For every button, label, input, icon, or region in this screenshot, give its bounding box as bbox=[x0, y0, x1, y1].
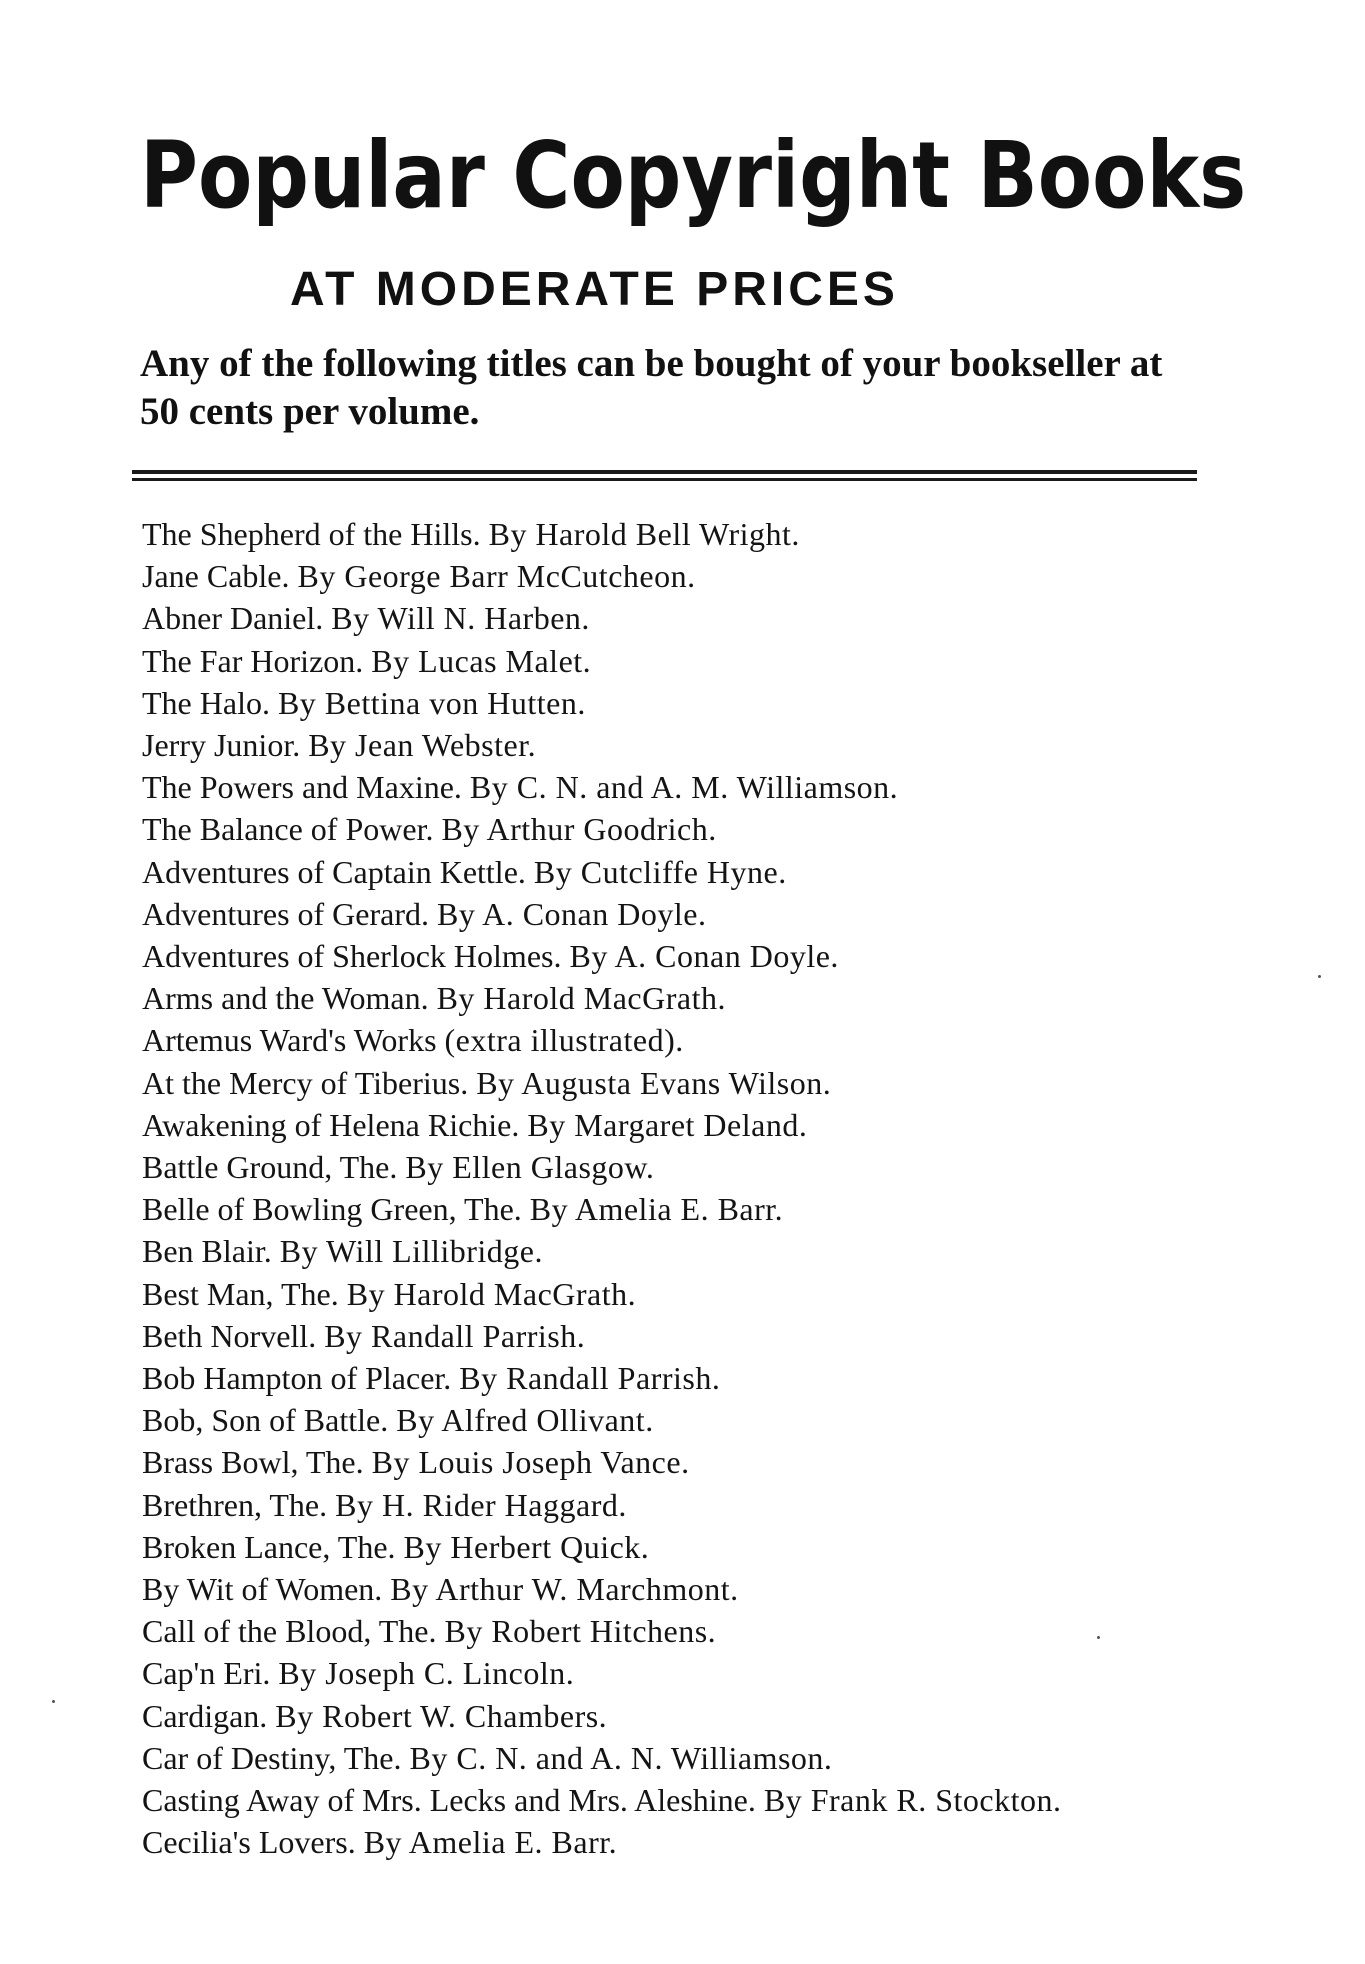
book-title: The Balance of Power. bbox=[142, 811, 434, 848]
book-author: By Arthur Goodrich. bbox=[441, 811, 717, 848]
page-title: Popular Copyright Books bbox=[140, 122, 1247, 229]
book-author: By Herbert Quick. bbox=[403, 1528, 650, 1565]
book-author: By Frank R. Stockton. bbox=[763, 1782, 1062, 1819]
book-entry bbox=[142, 808, 1202, 850]
book-author: (extra illustrated). bbox=[444, 1022, 684, 1059]
book-entry bbox=[142, 555, 1202, 597]
book-entry bbox=[142, 1652, 1202, 1694]
book-title: Casting Away of Mrs. Lecks and Mrs. Aleshine. bbox=[142, 1782, 756, 1819]
book-author: By A. Conan Doyle. bbox=[437, 895, 707, 932]
book-author: By A. Conan Doyle. bbox=[569, 938, 839, 975]
book-entry bbox=[142, 1821, 1202, 1863]
book-title: Bob, Son of Battle. bbox=[142, 1402, 389, 1439]
book-title: Arms and the Woman. bbox=[142, 980, 429, 1017]
book-entry bbox=[142, 513, 1202, 555]
book-title: Cap'n Eri. bbox=[142, 1655, 271, 1692]
book-author: By Amelia E. Barr. bbox=[529, 1191, 784, 1228]
book-entry bbox=[142, 1357, 1202, 1399]
book-author: By Cutcliffe Hyne. bbox=[533, 853, 787, 890]
book-author: By Harold MacGrath. bbox=[346, 1275, 637, 1312]
book-title: The Far Horizon. bbox=[142, 642, 364, 679]
book-title: The Halo. bbox=[142, 684, 270, 721]
book-title: Broken Lance, The. bbox=[142, 1528, 396, 1565]
book-entry bbox=[142, 724, 1202, 766]
book-entry bbox=[142, 1104, 1202, 1146]
book-entry bbox=[142, 640, 1202, 682]
book-author: By Amelia E. Barr. bbox=[363, 1824, 618, 1861]
book-entry bbox=[142, 1568, 1202, 1610]
book-title: Bob Hampton of Placer. bbox=[142, 1360, 452, 1397]
divider-rule-top bbox=[132, 470, 1197, 474]
book-title: Cardigan. bbox=[142, 1697, 268, 1734]
book-title: Brass Bowl, The. bbox=[142, 1444, 364, 1481]
book-entry bbox=[142, 1779, 1202, 1821]
book-title: Artemus Ward's Works bbox=[142, 1022, 437, 1059]
book-entry bbox=[142, 977, 1202, 1019]
book-title: Battle Ground, The. bbox=[142, 1149, 398, 1186]
book-entry bbox=[142, 1273, 1202, 1315]
book-title: Belle of Bowling Green, The. bbox=[142, 1191, 522, 1228]
book-author: By Harold Bell Wright. bbox=[488, 516, 800, 552]
book-entry bbox=[142, 1188, 1202, 1230]
book-entry bbox=[142, 1695, 1202, 1737]
book-author: By Margaret Deland. bbox=[527, 1106, 808, 1143]
book-title: Call of the Blood, The. bbox=[142, 1613, 437, 1650]
book-author: By Robert Hitchens. bbox=[444, 1613, 717, 1650]
book-entry bbox=[142, 1484, 1202, 1526]
print-speck bbox=[52, 1700, 55, 1703]
book-entry bbox=[142, 851, 1202, 893]
book-title: The Powers and Maxine. bbox=[142, 769, 462, 806]
book-author: By C. N. and A. N. Williamson. bbox=[409, 1739, 833, 1776]
book-entry bbox=[142, 1315, 1202, 1357]
book-author: By Randall Parrish. bbox=[459, 1360, 721, 1397]
book-entry bbox=[142, 1230, 1202, 1272]
book-title: At the Mercy of Tiberius. bbox=[142, 1064, 469, 1101]
page-subtitle: AT MODERATE PRICES bbox=[290, 263, 899, 316]
book-entry bbox=[142, 1146, 1202, 1188]
book-entry bbox=[142, 1737, 1202, 1779]
book-author: By Bettina von Hutten. bbox=[277, 684, 586, 721]
book-entry bbox=[142, 1399, 1202, 1441]
book-author: By Robert W. Chambers. bbox=[275, 1697, 608, 1734]
book-entry bbox=[142, 766, 1202, 808]
book-title: Beth Norvell. bbox=[142, 1317, 317, 1354]
book-author: By Randall Parrish. bbox=[324, 1317, 586, 1354]
book-author: By Harold MacGrath. bbox=[436, 980, 726, 1017]
book-list bbox=[142, 513, 1202, 1864]
book-title: Ben Blair. bbox=[142, 1233, 272, 1270]
book-title: Cecilia's Lovers. bbox=[142, 1824, 356, 1861]
book-author: By H. Rider Haggard. bbox=[335, 1486, 627, 1523]
book-title: Adventures of Captain Kettle. bbox=[142, 853, 526, 890]
book-author: By Lucas Malet. bbox=[371, 642, 592, 679]
print-speck bbox=[1318, 975, 1321, 978]
book-entry bbox=[142, 1610, 1202, 1652]
book-title: The Shepherd of the Hills. bbox=[142, 516, 481, 552]
print-speck bbox=[1097, 1636, 1100, 1639]
book-author: By Ellen Glasgow. bbox=[405, 1149, 655, 1186]
book-author: By Will Lillibridge. bbox=[279, 1233, 543, 1270]
book-author: By George Barr McCutcheon. bbox=[297, 558, 696, 595]
book-title: By Wit of Women. bbox=[142, 1571, 383, 1608]
book-author: By Alfred Ollivant. bbox=[396, 1402, 654, 1439]
book-author: By Augusta Evans Wilson. bbox=[476, 1064, 832, 1101]
book-title: Jane Cable. bbox=[142, 558, 290, 595]
book-entry bbox=[142, 1019, 1202, 1061]
book-author: By Joseph C. Lincoln. bbox=[278, 1655, 575, 1692]
book-entry bbox=[142, 682, 1202, 724]
intro-text: Any of the following titles can be bought of your bookseller at 50 cents per volume. bbox=[140, 342, 1163, 433]
book-author: By Will N. Harben. bbox=[331, 600, 590, 637]
divider-rule-bottom bbox=[132, 478, 1197, 481]
book-entry bbox=[142, 1526, 1202, 1568]
book-author: By C. N. and A. M. Williamson. bbox=[469, 769, 899, 806]
book-entry bbox=[142, 1441, 1202, 1483]
book-author: By Arthur W. Marchmont. bbox=[390, 1571, 739, 1608]
book-author: By Jean Webster. bbox=[308, 727, 537, 764]
book-title: Abner Daniel. bbox=[142, 600, 324, 637]
book-title: Jerry Junior. bbox=[142, 727, 301, 764]
book-title: Awakening of Helena Richie. bbox=[142, 1106, 520, 1143]
book-entry bbox=[142, 935, 1202, 977]
book-title: Adventures of Sherlock Holmes. bbox=[142, 938, 562, 975]
book-title: Adventures of Gerard. bbox=[142, 895, 429, 932]
book-entry bbox=[142, 597, 1202, 639]
book-entry bbox=[142, 893, 1202, 935]
book-author: By Louis Joseph Vance. bbox=[371, 1444, 690, 1481]
book-title: Brethren, The. bbox=[142, 1486, 328, 1523]
book-title: Car of Destiny, The. bbox=[142, 1739, 402, 1776]
book-entry bbox=[142, 1062, 1202, 1104]
book-title: Best Man, The. bbox=[142, 1275, 339, 1312]
